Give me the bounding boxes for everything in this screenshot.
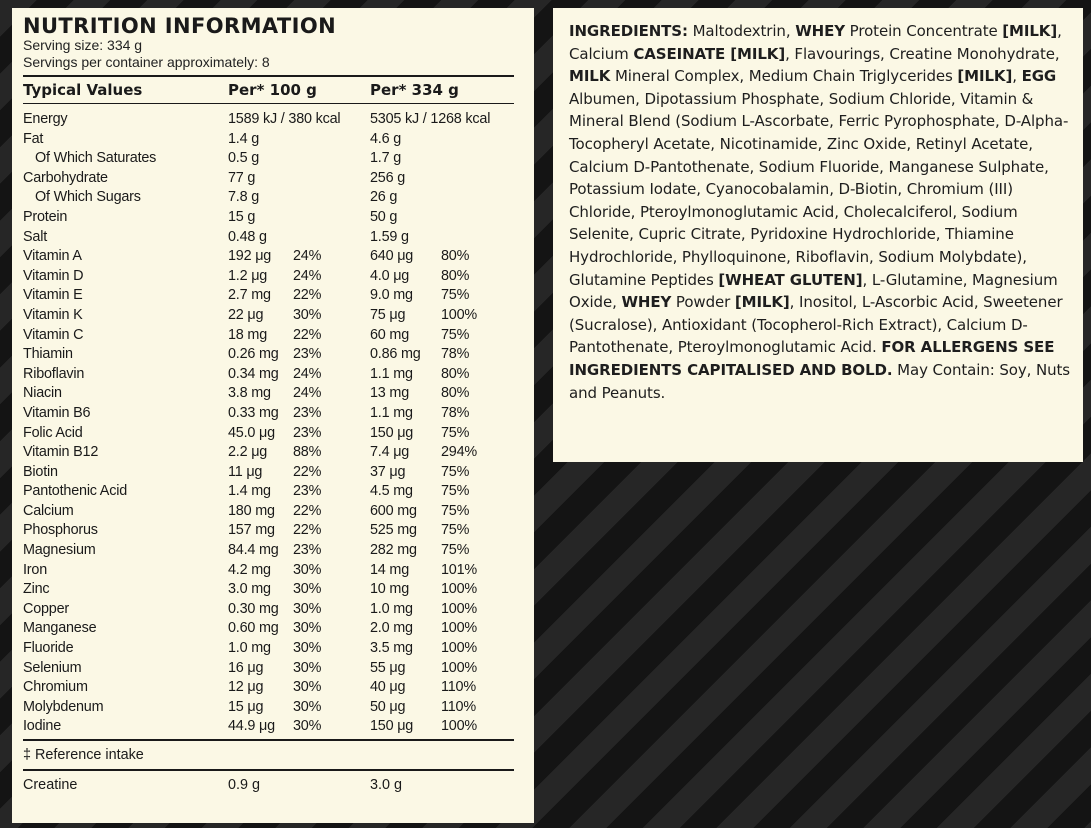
ingredient-text: Protein Concentrate — [845, 22, 1003, 40]
ingredient-bold-text: WHEY — [795, 22, 845, 40]
nutrient-name: Vitamin B6 — [23, 404, 91, 421]
value-per-100g: 1.2 μg — [228, 267, 268, 284]
table-row — [23, 130, 514, 150]
table-row — [23, 404, 514, 424]
ri-per-serving: 75% — [441, 287, 470, 304]
value-per-serving: 7.4 μg — [370, 444, 410, 461]
value-per-100g: 44.9 μg — [228, 718, 275, 735]
value-per-serving: 60 mg — [370, 326, 409, 343]
nutrition-panel — [12, 8, 534, 823]
nutrient-name: Selenium — [23, 659, 82, 676]
ingredients-text — [569, 20, 1071, 404]
value-per-serving: 2.0 mg — [370, 620, 413, 637]
creatine-per-serving: 3.0 g — [370, 777, 403, 793]
table-row — [23, 521, 514, 541]
ri-per-serving: 75% — [441, 424, 470, 441]
value-per-100g: 192 μg — [228, 248, 272, 265]
value-per-serving: 0.86 mg — [370, 346, 421, 363]
nutrient-name: Molybdenum — [23, 698, 104, 715]
table-row — [23, 169, 514, 189]
ingredient-text: Maltodextrin, — [687, 22, 796, 40]
ri-per-serving: 80% — [441, 267, 470, 284]
table-row — [23, 384, 514, 404]
ri-per-100g: 30% — [293, 561, 322, 578]
nutrition-title: NUTRITION INFORMATION — [23, 14, 337, 38]
ingredient-bold-text: [WHEAT GLUTEN] — [718, 270, 863, 289]
value-per-serving: 50 g — [370, 208, 398, 225]
table-row — [23, 482, 514, 502]
nutrient-name: Vitamin E — [23, 287, 83, 304]
nutrient-name: Fluoride — [23, 640, 74, 657]
value-per-100g: 0.26 mg — [228, 346, 279, 363]
value-per-100g: 0.48 g — [228, 228, 267, 245]
value-per-100g: 0.34 mg — [228, 365, 279, 382]
value-per-serving: 640 μg — [370, 248, 414, 265]
value-per-serving: 4.0 μg — [370, 267, 410, 284]
nutrient-name: Vitamin A — [23, 248, 82, 265]
value-per-serving: 1.59 g — [370, 228, 409, 245]
nutrient-name: Pantothenic Acid — [23, 483, 128, 500]
ingredient-bold-text: WHEY — [621, 293, 672, 312]
value-per-100g: 2.7 mg — [228, 287, 271, 304]
ri-per-100g: 30% — [293, 640, 322, 657]
value-per-100g: 2.2 μg — [228, 444, 268, 461]
value-per-100g: 180 mg — [228, 502, 275, 519]
nutrient-name: Vitamin B12 — [23, 444, 99, 461]
table-row — [23, 639, 514, 659]
table-row — [23, 580, 514, 600]
ri-per-serving: 110% — [441, 698, 476, 715]
nutrient-name: Of Which Saturates — [35, 150, 157, 167]
ri-per-serving: 100% — [441, 581, 478, 598]
value-per-100g: 3.0 mg — [228, 581, 271, 598]
nutrient-name: Calcium — [23, 502, 74, 519]
table-row — [23, 463, 514, 483]
table-row — [23, 619, 514, 639]
value-per-serving: 1.0 mg — [370, 600, 413, 617]
nutrient-name: Fat — [23, 130, 44, 147]
table-row — [23, 541, 514, 561]
table-row — [23, 502, 514, 522]
ri-per-100g: 30% — [293, 600, 322, 617]
value-per-100g: 4.2 mg — [228, 561, 271, 578]
ingredients-panel — [553, 8, 1083, 462]
ingredient-bold-text: EGG — [1021, 67, 1057, 86]
value-per-100g: 45.0 μg — [228, 424, 275, 441]
ingredient-text: , Calcium — [569, 22, 1062, 63]
ri-per-serving: 75% — [441, 502, 470, 519]
ri-per-100g: 30% — [293, 620, 322, 637]
table-row — [23, 443, 514, 463]
ri-per-100g: 23% — [293, 483, 322, 500]
ri-per-serving: 101% — [441, 561, 478, 578]
ri-per-100g: 30% — [293, 679, 322, 696]
ingredient-bold-text: INGREDIENTS: — [569, 22, 688, 40]
value-per-serving: 26 g — [370, 189, 398, 206]
value-per-serving: 256 g — [370, 169, 406, 186]
table-row — [23, 110, 514, 130]
ri-per-100g: 23% — [293, 542, 322, 559]
value-per-100g: 22 μg — [228, 306, 264, 323]
ingredient-bold-text: CASEINATE [MILK] — [633, 44, 786, 63]
nutrient-name: Vitamin K — [23, 306, 83, 323]
value-per-serving: 10 mg — [370, 581, 409, 598]
table-row — [23, 188, 514, 208]
table-row — [23, 286, 514, 306]
ri-per-serving: 75% — [441, 463, 470, 480]
ri-per-serving: 80% — [441, 365, 470, 382]
ingredient-bold-text: MILK — [569, 67, 611, 86]
ri-per-100g: 30% — [293, 659, 322, 676]
ingredient-text: Mineral Complex, Medium Chain Triglycerides — [610, 67, 958, 86]
value-per-100g: 1.4 g — [228, 130, 260, 147]
table-row — [23, 345, 514, 365]
table-row — [23, 600, 514, 620]
value-per-100g: 7.8 g — [228, 189, 260, 206]
nutrient-name: Vitamin D — [23, 267, 84, 284]
value-per-serving: 282 mg — [370, 542, 417, 559]
ri-per-100g: 22% — [293, 463, 322, 480]
nutrient-name: Biotin — [23, 463, 58, 480]
nutrient-name: Salt — [23, 228, 47, 245]
ri-per-100g: 22% — [293, 522, 322, 539]
ri-per-100g: 23% — [293, 346, 322, 363]
value-per-serving: 37 μg — [370, 463, 406, 480]
value-per-serving: 50 μg — [370, 698, 406, 715]
value-per-serving: 1.1 mg — [370, 365, 413, 382]
ri-per-serving: 78% — [441, 404, 470, 421]
nutrient-name: Of Which Sugars — [35, 189, 141, 206]
value-per-serving: 55 μg — [370, 659, 406, 676]
value-per-100g: 84.4 mg — [228, 542, 279, 559]
value-per-serving: 4.6 g — [370, 130, 402, 147]
table-row — [23, 659, 514, 679]
table-header — [23, 77, 514, 103]
value-per-100g: 15 μg — [228, 698, 264, 715]
servings-per-container: Servings per container approximately: 8 — [23, 54, 270, 70]
reference-intake-note: ‡ Reference intake — [23, 747, 144, 763]
ri-per-serving: 80% — [441, 248, 470, 265]
value-per-serving: 600 mg — [370, 502, 417, 519]
ingredient-text: , — [1012, 67, 1022, 86]
ri-per-serving: 100% — [441, 640, 478, 657]
reference-intake-row — [23, 741, 514, 769]
value-per-100g: 0.5 g — [228, 150, 260, 167]
ri-per-serving: 110% — [441, 679, 476, 696]
value-per-100g: 77 g — [228, 169, 256, 186]
nutrient-name: Manganese — [23, 620, 97, 637]
ingredient-text: , Inositol, L-Ascorbic Acid, Sweetener (Sucralose), Antioxidant (Tocopherol-Rich Extract), Calcium D-Pantothenate, Pteroylmonoglutamic Acid. — [569, 293, 1063, 357]
value-per-serving: 75 μg — [370, 306, 406, 323]
ri-per-100g: 22% — [293, 287, 322, 304]
nutrient-name: Phosphorus — [23, 522, 98, 539]
table-row — [23, 247, 514, 267]
ingredient-bold-text: FOR ALLERGENS SEE INGREDIENTS CAPITALISED AND BOLD. — [569, 338, 1055, 379]
header-typical-values: Typical Values — [23, 81, 143, 99]
table-row — [23, 561, 514, 581]
value-per-serving: 4.5 mg — [370, 483, 413, 500]
ri-per-serving: 78% — [441, 346, 470, 363]
ri-per-100g: 23% — [293, 424, 322, 441]
ingredient-text: , L-Glutamine, Magnesium Oxide, — [569, 270, 1058, 312]
ri-per-100g: 24% — [293, 267, 322, 284]
ri-per-100g: 30% — [293, 581, 322, 598]
ri-per-100g: 24% — [293, 365, 322, 382]
table-row — [23, 228, 514, 248]
ri-per-100g: 30% — [293, 306, 322, 323]
value-per-serving: 1.1 mg — [370, 404, 413, 421]
value-per-serving: 150 μg — [370, 424, 414, 441]
value-per-serving: 525 mg — [370, 522, 417, 539]
table-row — [23, 267, 514, 287]
header-per-100g: Per* 100 g — [228, 81, 317, 99]
ri-per-100g: 22% — [293, 326, 322, 343]
ri-per-100g: 30% — [293, 718, 322, 735]
value-per-serving: 150 μg — [370, 718, 414, 735]
value-per-100g: 0.30 mg — [228, 600, 279, 617]
creatine-per-100g: 0.9 g — [228, 777, 261, 793]
ri-per-100g: 24% — [293, 385, 322, 402]
value-per-serving: 14 mg — [370, 561, 409, 578]
table-row — [23, 678, 514, 698]
table-row — [23, 424, 514, 444]
serving-size: Serving size: 334 g — [23, 37, 143, 53]
value-per-serving: 5305 kJ / 1268 kcal — [370, 111, 491, 127]
ingredient-bold-text: [MILK] — [734, 293, 790, 312]
value-per-serving: 3.5 mg — [370, 640, 413, 657]
value-per-100g: 0.60 mg — [228, 620, 279, 637]
nutrient-name: Zinc — [23, 581, 50, 598]
value-per-100g: 157 mg — [228, 522, 275, 539]
value-per-100g: 0.33 mg — [228, 404, 279, 421]
ingredient-bold-text: [MILK] — [957, 67, 1013, 86]
ri-per-serving: 100% — [441, 620, 478, 637]
ingredient-text: Powder — [671, 293, 735, 312]
nutrient-name: Vitamin C — [23, 326, 84, 343]
ri-per-100g: 30% — [293, 698, 322, 715]
value-per-100g: 3.8 mg — [228, 385, 271, 402]
table-row — [23, 365, 514, 385]
value-per-serving: 1.7 g — [370, 150, 402, 167]
value-per-100g: 15 g — [228, 208, 256, 225]
value-per-100g: 16 μg — [228, 659, 264, 676]
value-per-100g: 18 mg — [228, 326, 267, 343]
table-row — [23, 306, 514, 326]
creatine-name: Creatine — [23, 777, 78, 793]
value-per-serving: 13 mg — [370, 385, 409, 402]
nutrient-name: Iodine — [23, 718, 62, 735]
nutrient-name: Magnesium — [23, 542, 96, 559]
ri-per-serving: 100% — [441, 306, 478, 323]
ingredient-text: May Contain: Soy, Nuts and Peanuts. — [569, 360, 1071, 402]
nutrient-name: Riboflavin — [23, 365, 85, 382]
ri-per-100g: 24% — [293, 248, 322, 265]
nutrient-name: Carbohydrate — [23, 169, 108, 186]
table-row — [23, 326, 514, 346]
ingredient-text: , Flavourings, Creatine Monohydrate, — [785, 44, 1060, 63]
value-per-100g: 1.4 mg — [228, 483, 271, 500]
ri-per-serving: 75% — [441, 542, 470, 559]
ri-per-serving: 80% — [441, 385, 470, 402]
ri-per-serving: 75% — [441, 522, 470, 539]
ri-per-serving: 100% — [441, 659, 478, 676]
nutrient-name: Chromium — [23, 679, 88, 696]
value-per-100g: 11 μg — [228, 463, 263, 480]
table-row — [23, 208, 514, 228]
table-row — [23, 717, 514, 737]
creatine-row — [23, 771, 514, 799]
nutrient-name: Folic Acid — [23, 424, 83, 441]
nutrition-rows — [23, 104, 514, 739]
nutrient-name: Niacin — [23, 385, 62, 402]
nutrient-name: Thiamin — [23, 346, 73, 363]
ri-per-serving: 75% — [441, 326, 470, 343]
header-per-serving: Per* 334 g — [370, 81, 459, 99]
nutrient-name: Protein — [23, 208, 68, 225]
ri-per-100g: 88% — [293, 444, 322, 461]
ri-per-serving: 75% — [441, 483, 470, 500]
value-per-100g: 1589 kJ / 380 kcal — [228, 111, 341, 127]
nutrient-name: Copper — [23, 600, 69, 617]
nutrient-name: Iron — [23, 561, 47, 578]
ingredient-bold-text: [MILK] — [1002, 22, 1058, 40]
ri-per-serving: 100% — [441, 718, 478, 735]
table-row — [23, 149, 514, 169]
value-per-100g: 12 μg — [228, 679, 264, 696]
ri-per-serving: 294% — [441, 444, 478, 461]
value-per-serving: 9.0 mg — [370, 287, 413, 304]
value-per-100g: 1.0 mg — [228, 640, 271, 657]
ri-per-100g: 22% — [293, 502, 322, 519]
table-row — [23, 698, 514, 718]
ingredient-text: Albumen, Dipotassium Phosphate, Sodium Chloride, Vitamin & Mineral Blend (Sodium L-Ascorbate, Ferric Pyrophosphate, D-Alpha-Tocopheryl Acetate, Nicotinamide, Zinc Oxide, Retinyl Acetate, Calcium D-Pantothenate, Sodium Fluoride, Manganese Sulphate, Potassium Iodate, Cyanocobalamin, D-Biotin, Chromium (III) Chloride, Pteroylmonoglutamic Acid, Cholecalciferol, Sodium Selenite, Cupric Citrate, Pyridoxine Hydrochloride, Thiamine Hydrochloride, Phylloquinone, Riboflavin, Sodium Molybdate), Glutamine Peptides — [569, 89, 1069, 289]
ri-per-100g: 23% — [293, 404, 322, 421]
ri-per-serving: 100% — [441, 600, 478, 617]
nutrient-name: Energy — [23, 111, 68, 127]
value-per-serving: 40 μg — [370, 679, 406, 696]
